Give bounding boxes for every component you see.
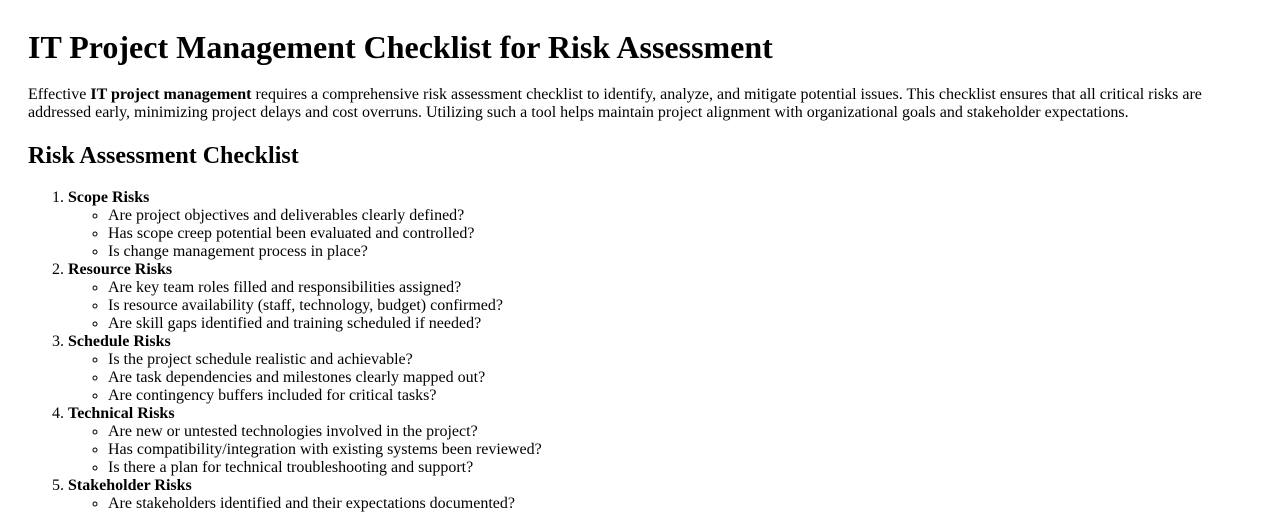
checklist-question: ◦ Is change management process in place? xyxy=(108,243,1248,261)
checklist-question: ◦ Are skill gaps identified and training scheduled if needed? xyxy=(108,315,1248,333)
section-title-schedule-risks: Schedule Risks xyxy=(68,333,171,350)
section-questions xyxy=(68,495,1248,513)
section-questions xyxy=(68,279,1248,333)
checklist-section xyxy=(68,261,1248,333)
checklist-question: ◦ Is the project schedule realistic and achievable? xyxy=(108,351,1248,369)
intro-bold-term: IT project management xyxy=(90,86,252,103)
section-title-technical-risks: Technical Risks xyxy=(68,405,175,422)
risk-checklist xyxy=(0,189,1248,513)
page-title: IT Project Management Checklist for Risk Assessment xyxy=(28,29,773,65)
section-questions xyxy=(68,423,1248,477)
checklist-section xyxy=(68,333,1248,405)
intro-text-after: requires a comprehensive risk assessment checklist to identify, analyze, and mitigate potential issues. This checklist ensures that all critical risks are addressed early, minimizing project delays and cost overruns. Utilizing such a tool helps maintain project alignment with organizational goals and stakeholder expectations. xyxy=(28,86,1202,121)
checklist-question: ◦ Are key team roles filled and responsibilities assigned? xyxy=(108,279,1248,297)
section-title-resource-risks: Resource Risks xyxy=(68,261,173,278)
section-questions xyxy=(68,207,1248,261)
checklist-question: ◦ Has compatibility/integration with existing systems been reviewed? xyxy=(108,441,1248,459)
section-title-scope-risks: Scope Risks xyxy=(68,189,150,206)
checklist-question: ◦ Is there a plan for technical troubleshooting and support? xyxy=(108,459,1248,477)
intro-paragraph xyxy=(28,86,1238,122)
checklist-section xyxy=(68,189,1248,261)
checklist-question: ◦ Are project objectives and deliverables clearly defined? xyxy=(108,207,1248,225)
intro-text-before: Effective xyxy=(28,86,91,103)
checklist-question: ◦ Is resource availability (staff, technology, budget) confirmed? xyxy=(108,297,1248,315)
section-title-stakeholder-risks: Stakeholder Risks xyxy=(68,477,192,494)
section-questions xyxy=(68,351,1248,405)
checklist-question: ◦ Has scope creep potential been evaluated and controlled? xyxy=(108,225,1248,243)
checklist-heading: Risk Assessment Checklist xyxy=(28,143,299,169)
checklist-question: ◦ Are task dependencies and milestones clearly mapped out? xyxy=(108,369,1248,387)
checklist-question: ◦ Are stakeholders identified and their expectations documented? xyxy=(108,495,1248,513)
checklist-question: ◦ Are contingency buffers included for critical tasks? xyxy=(108,387,1248,405)
checklist-question: ◦ Are new or untested technologies involved in the project? xyxy=(108,423,1248,441)
checklist-section xyxy=(68,405,1248,477)
checklist-section xyxy=(68,477,1248,513)
